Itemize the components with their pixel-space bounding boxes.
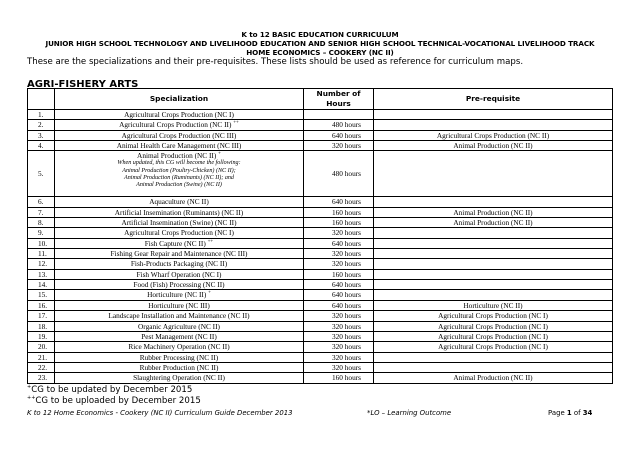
- specialization-note: Animal Production (Poultry-Chicken) (NC II);: [122, 167, 236, 174]
- row-specialization: [55, 280, 304, 290]
- specialization-name: Rice Machinery Operation (NC II): [128, 342, 230, 352]
- specialization-name: Rubber Processing (NC II): [139, 352, 219, 362]
- specialization-name: Agricultural Crops Production (NC I): [124, 228, 234, 238]
- row-number: 1.: [28, 110, 55, 120]
- table-row: [28, 130, 613, 140]
- specialization-note: When updated, this CG will become the following:: [117, 160, 241, 167]
- table-row: [28, 218, 613, 228]
- table-row: [28, 197, 613, 207]
- footnote-1-mark: +: [27, 384, 32, 391]
- row-prerequisite: Agricultural Crops Production (NC I): [374, 342, 613, 352]
- specialization-name: Animal Health Care Management (NC III): [116, 141, 242, 151]
- footnote-2-mark: ++: [27, 395, 36, 402]
- row-specialization: [55, 207, 304, 217]
- row-specialization: [55, 259, 304, 269]
- specialization-name: Aquaculture (NC II): [149, 197, 209, 207]
- table-row: [28, 207, 613, 217]
- row-prerequisite: Animal Production (NC II): [374, 373, 613, 383]
- doc-header-line-2: JUNIOR HIGH SCHOOL TECHNOLOGY AND LIVELIHOOD EDUCATION AND SENIOR HIGH SCHOOL TECHNICAL-VOCATIONAL LIVELIHOOD TRACK: [45, 39, 595, 48]
- row-prerequisite: Animal Production (NC II): [374, 218, 613, 228]
- table-header-row: [28, 89, 613, 110]
- row-specialization: [55, 151, 304, 197]
- row-specialization: [55, 249, 304, 259]
- row-number: 11.: [28, 249, 55, 259]
- update-mark: +: [208, 291, 211, 297]
- row-prerequisite: Agricultural Crops Production (NC I): [374, 311, 613, 321]
- table-row: [28, 228, 613, 238]
- specialization-name: Fish Wharf Operation (NC I): [136, 269, 222, 279]
- row-prerequisite: [374, 249, 613, 259]
- row-hours: 320 hours: [304, 259, 374, 269]
- table-row: [28, 300, 613, 310]
- row-hours: 320 hours: [304, 321, 374, 331]
- row-hours: 320 hours: [304, 228, 374, 238]
- row-hours: 320 hours: [304, 249, 374, 259]
- footnote-1: [27, 385, 192, 395]
- table-row: [28, 342, 613, 352]
- row-prerequisite: Animal Production (NC II): [374, 207, 613, 217]
- table-row: [28, 269, 613, 279]
- row-number: 20.: [28, 342, 55, 352]
- row-prerequisite: [374, 362, 613, 372]
- row-number: 21.: [28, 352, 55, 362]
- row-prerequisite: Animal Production (NC II): [374, 141, 613, 151]
- row-prerequisite: Agricultural Crops Production (NC I): [374, 321, 613, 331]
- row-hours: 160 hours: [304, 207, 374, 217]
- table-row: [28, 151, 613, 197]
- row-prerequisite: Agricultural Crops Production (NC I): [374, 331, 613, 341]
- row-specialization: [55, 110, 304, 120]
- specialization-name: Landscape Installation and Maintenance (NC II): [108, 311, 250, 321]
- specialization-name: Horticulture (NC II): [147, 290, 207, 300]
- page-label: Page: [548, 409, 567, 417]
- section-title: AGRI-FISHERY ARTS: [27, 79, 139, 90]
- row-number: 13.: [28, 269, 55, 279]
- row-number: 4.: [28, 141, 55, 151]
- table-row: [28, 362, 613, 372]
- row-number: 23.: [28, 373, 55, 383]
- row-prerequisite: [374, 290, 613, 300]
- row-number: 5.: [28, 151, 55, 197]
- table-row: [28, 290, 613, 300]
- table-row: [28, 280, 613, 290]
- row-hours: 320 hours: [304, 331, 374, 341]
- row-specialization: [55, 197, 304, 207]
- row-hours: 480 hours: [304, 120, 374, 130]
- row-prerequisite: [374, 110, 613, 120]
- update-mark: ++: [207, 239, 214, 245]
- row-specialization: [55, 120, 304, 130]
- footnote-2: [27, 396, 201, 406]
- table-row: [28, 331, 613, 341]
- row-number: 3.: [28, 130, 55, 140]
- table-row: [28, 311, 613, 321]
- row-hours: [304, 110, 374, 120]
- row-prerequisite: Agricultural Crops Production (NC II): [374, 130, 613, 140]
- row-hours: 320 hours: [304, 342, 374, 352]
- row-hours: 640 hours: [304, 238, 374, 248]
- row-prerequisite: [374, 269, 613, 279]
- table-row: [28, 373, 613, 383]
- specialization-name: Fishing Gear Repair and Maintenance (NC III): [110, 249, 248, 259]
- row-prerequisite: [374, 151, 613, 197]
- specialization-name: Fish Capture (NC II): [144, 238, 206, 248]
- doc-header-line-3: HOME ECONOMICS – COOKERY (NC II): [246, 48, 394, 57]
- specialization-name: Pest Management (NC II): [141, 331, 217, 341]
- row-hours: 160 hours: [304, 218, 374, 228]
- specialization-name: Slaughtering Operation (NC II): [133, 373, 225, 383]
- specialization-name: Artificial Insemination (Ruminants) (NC II): [114, 207, 244, 217]
- update-mark: +: [218, 151, 221, 157]
- specialization-note: Animal Production (Ruminants) (NC II); and: [124, 174, 234, 181]
- row-specialization: [55, 321, 304, 331]
- row-number: 2.: [28, 120, 55, 130]
- row-hours: 320 hours: [304, 352, 374, 362]
- table-row: [28, 321, 613, 331]
- page-footer-title: K to 12 Home Economics - Cookery (NC II) Curriculum Guide December 2013: [27, 409, 293, 417]
- specialization-name: Horticulture (NC III): [148, 300, 210, 310]
- row-prerequisite: [374, 120, 613, 130]
- row-hours: 160 hours: [304, 269, 374, 279]
- page-footer-legend: *LO – Learning Outcome: [367, 409, 452, 417]
- row-specialization: [55, 373, 304, 383]
- update-mark: ++: [233, 120, 239, 126]
- row-number: 16.: [28, 300, 55, 310]
- table-row: [28, 120, 613, 130]
- doc-header-line-1: K to 12 BASIC EDUCATION CURRICULUM: [241, 30, 399, 39]
- row-number: 22.: [28, 362, 55, 372]
- row-number: 7.: [28, 207, 55, 217]
- specialization-name: Rubber Production (NC II): [139, 362, 219, 372]
- row-prerequisite: [374, 352, 613, 362]
- table-row: [28, 259, 613, 269]
- row-hours: 640 hours: [304, 300, 374, 310]
- table-row: [28, 249, 613, 259]
- row-number: 6.: [28, 197, 55, 207]
- specialization-note: Animal Production (Swine) (NC II): [136, 181, 222, 188]
- row-specialization: [55, 269, 304, 279]
- row-hours: 640 hours: [304, 197, 374, 207]
- row-specialization: [55, 218, 304, 228]
- table-body: [28, 110, 613, 384]
- specialization-table: [27, 88, 613, 384]
- row-number: 9.: [28, 228, 55, 238]
- row-number: 12.: [28, 259, 55, 269]
- table-row: [28, 352, 613, 362]
- row-number: 18.: [28, 321, 55, 331]
- row-specialization: [55, 228, 304, 238]
- row-hours: 640 hours: [304, 290, 374, 300]
- row-specialization: [55, 290, 304, 300]
- row-specialization: [55, 130, 304, 140]
- page-number: [548, 409, 592, 417]
- row-number: 8.: [28, 218, 55, 228]
- row-prerequisite: [374, 259, 613, 269]
- row-specialization: [55, 362, 304, 372]
- specialization-name: Animal Production (NC II): [137, 151, 217, 161]
- row-prerequisite: [374, 197, 613, 207]
- specialization-name: Agricultural Crops Production (NC I): [124, 110, 234, 119]
- row-number: 15.: [28, 290, 55, 300]
- specialization-name: Artificial Insemination (Swine) (NC II): [121, 218, 237, 228]
- row-prerequisite: [374, 280, 613, 290]
- specialization-name: Agricultural Crops Production (NC III): [121, 130, 237, 140]
- row-prerequisite: [374, 238, 613, 248]
- header-cell-hours: Number of Hours: [304, 89, 374, 110]
- row-number: 10.: [28, 238, 55, 248]
- page-total: 34: [582, 409, 593, 417]
- table-row: [28, 141, 613, 151]
- specialization-name: Organic Agriculture (NC II): [138, 321, 220, 331]
- row-specialization: [55, 300, 304, 310]
- row-specialization: [55, 352, 304, 362]
- row-specialization: [55, 331, 304, 341]
- row-specialization: [55, 141, 304, 151]
- page-current: 1: [566, 409, 572, 417]
- footnote-1-text: CG to be updated by December 2015: [31, 385, 193, 395]
- row-prerequisite: Horticulture (NC II): [374, 300, 613, 310]
- page-of: of: [571, 409, 583, 417]
- row-hours: 320 hours: [304, 362, 374, 372]
- row-specialization: [55, 311, 304, 321]
- header-cell-num: [28, 89, 55, 110]
- row-prerequisite: [374, 228, 613, 238]
- row-number: 14.: [28, 280, 55, 290]
- row-hours: 640 hours: [304, 280, 374, 290]
- row-hours: 320 hours: [304, 141, 374, 151]
- intro-text: These are the specializations and their pre-requisites. These lists should be used as reference for curriculum maps.: [27, 57, 524, 67]
- row-number: 17.: [28, 311, 55, 321]
- specialization-name: Fish-Products Packaging (NC II): [130, 259, 228, 269]
- row-specialization: [55, 238, 304, 248]
- header-cell-specialization: Specialization: [55, 89, 304, 110]
- row-hours: 320 hours: [304, 311, 374, 321]
- footnote-2-text: CG to be uploaded by December 2015: [35, 396, 201, 406]
- specialization-name: Agricultural Crops Production (NC II): [119, 120, 232, 130]
- row-hours: 640 hours: [304, 130, 374, 140]
- specialization-name: Food (Fish) Processing (NC II): [133, 280, 225, 290]
- row-number: 19.: [28, 331, 55, 341]
- header-cell-prereq: Pre-requisite: [374, 89, 613, 110]
- row-specialization: [55, 342, 304, 352]
- row-hours: 160 hours: [304, 373, 374, 383]
- table-row: [28, 110, 613, 120]
- row-hours: 480 hours: [304, 151, 374, 197]
- table-row: [28, 238, 613, 248]
